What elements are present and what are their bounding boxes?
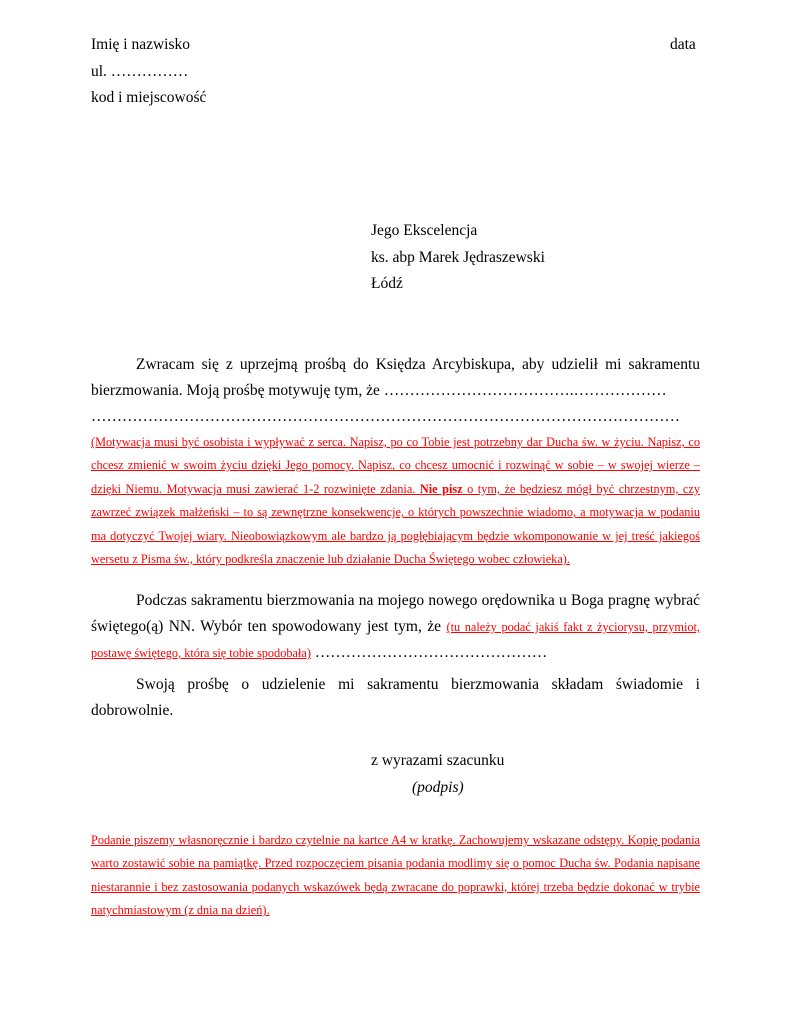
- sender-name: Imię i nazwisko: [91, 36, 191, 53]
- date-field: data: [670, 36, 696, 53]
- paragraph-patron: [91, 588, 700, 666]
- paragraph-consent: [91, 672, 700, 724]
- footer-instruction: Podanie piszemy własnoręcznie i bardzo czytelnie na kartce A4 w kratkę. Zachowujemy wskazane odstępy. Kopię podania warto zostawić sobie na pamiątkę. Przed rozpoczęciem pisania podania modlimy się o pomoc Ducha św. Podania napisane niestarannie i bez zastosowania podanych wskazówek będą zwracane do poprawki, której trzeba będzie dokonać w trybie natychmiastowym (z dnia na dzień).: [91, 833, 700, 918]
- patron-text: Podczas sakramentu bierzmowania na mojego nowego orędownika u Boga pragnę wybrać świętego(ą) NN. Wybór ten spowodowany jest tym, że: [91, 592, 700, 635]
- recipient-city: Łódź: [371, 275, 403, 292]
- instruction-part-b: o tym, że będziesz mógł być chrzestnym, czy zawrzeć związek małżeński – to są zewnętrzne konsekwencje, o których powszechnie wiadomo, a motywacja w podaniu ma dotyczyć Twojej wiary. Nieobowiązkowym ale bardzo ją pogłębiającym będzie wkomponowanie w jej treść jakiegoś wersetu z Pisma św., który podkreśla znaczenie lub działanie Ducha Świętego wobec człowieka).: [91, 481, 700, 567]
- instruction-part-a: (Motywacja musi być osobista i wypływać z serca. Napisz, po co Tobie jest potrzebny dar Ducha św. w życiu. Napisz, co chcesz zmienić w swoim życiu dzięki Jego pomocy. Napisz, co chcesz umocnić i rozwinąć w sobie – w swojej wierze – dzięki Niemu. Motywacja musi zawierać 1-2 rozwinięte zdania.: [91, 435, 700, 496]
- instruction-bold: Nie pisz: [419, 481, 463, 496]
- patron-dots: ………………………………………: [314, 644, 548, 661]
- request-text: Zwracam się z uprzejmą prośbą do Księdza Arcybiskupa, aby udzielił mi sakramentu bierzmowania. Moją prośbę motywuję tym, że ……………………………….………………: [91, 356, 700, 399]
- closing-regards: z wyrazami szacunku: [371, 752, 505, 769]
- sender-street: ul. ……………: [91, 63, 189, 80]
- motivation-instruction: [91, 431, 700, 571]
- recipient-title: Jego Ekscelencja: [371, 222, 478, 239]
- paragraph-request: [91, 352, 700, 404]
- motivation-dots: ……………………………………………………………………………………………………: [91, 408, 680, 425]
- consent-text: Swoją prośbę o udzielenie mi sakramentu bierzmowania składam świadomie i dobrowolnie.: [91, 676, 700, 719]
- sender-city: kod i miejscowość: [91, 89, 207, 106]
- signature-placeholder: (podpis): [412, 779, 464, 796]
- recipient-name: ks. abp Marek Jędraszewski: [371, 249, 545, 266]
- patron-instruction: (tu należy podać jakiś fakt z życiorysu, przymiot, postawę świętego, która się tobie spodobała): [91, 620, 701, 660]
